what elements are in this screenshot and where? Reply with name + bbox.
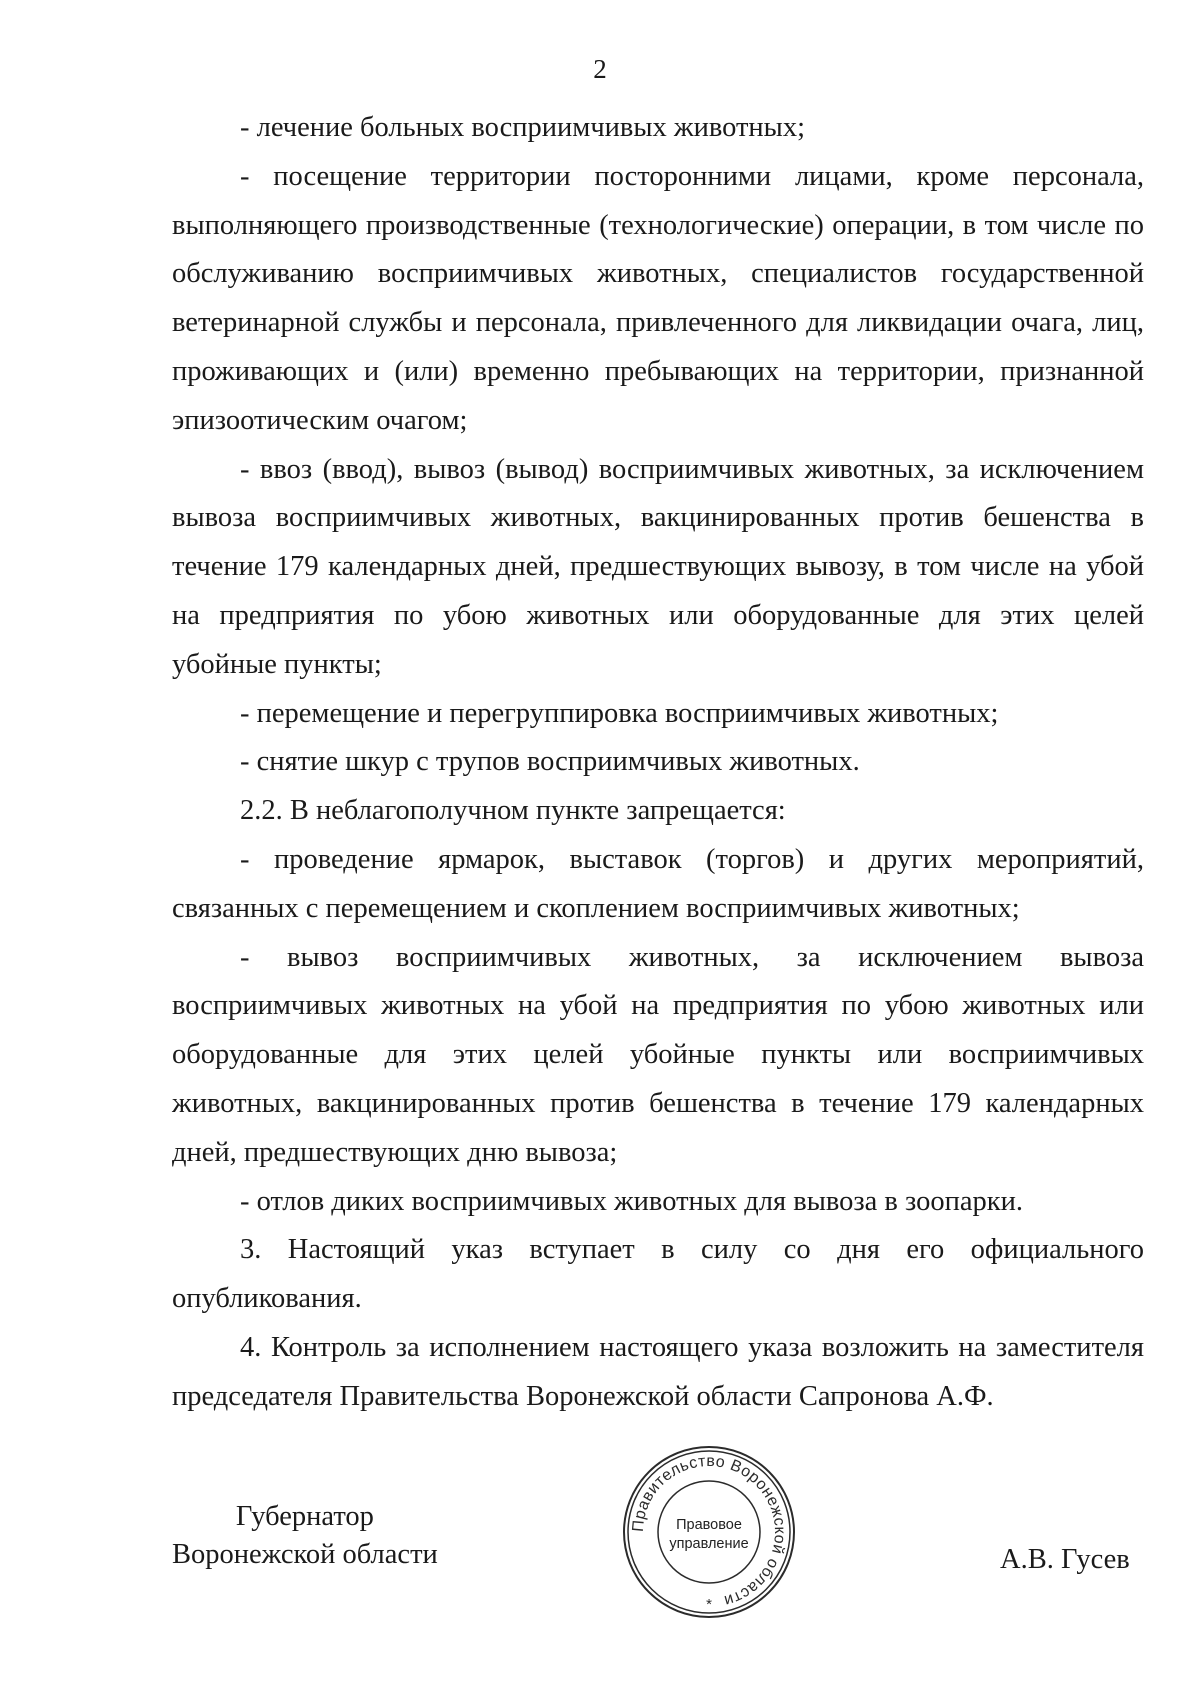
section-2-2-heading: 2.2. В неблагополучном пункте запрещается: [240, 795, 786, 827]
decree-body [172, 104, 1144, 1422]
stamp-star-mark: * [706, 1596, 712, 1613]
stamp-center-line1: Правовое [676, 1517, 742, 1533]
stamp-ring-text: Правительство Воронежской области [629, 1452, 789, 1610]
paragraph-import-export: - ввоз (ввод), вывоз (вывод) восприимчивых животных, за исключением вывоза восприимчивых животных, вакцинированных против бешенства в течение 179 календарных дней, предшествующих вывозу, в том числе на убой на предприятия по убою животных или оборудованные для этих целей убойные пункты; [172, 453, 1144, 680]
clause-3: 3. Настоящий указ вступает в силу со дня его официального опубликования. [172, 1234, 1144, 1315]
official-stamp [620, 1443, 798, 1621]
paragraph-regrouping: - перемещение и перегруппировка восприимчивых животных; [240, 697, 999, 729]
paragraph-fairs: - проведение ярмарок, выставок (торгов) и других мероприятий, связанных с перемещением и скоплением восприимчивых животных; [172, 843, 1144, 924]
page-number: 2 [593, 54, 607, 84]
position-region: Воронежской области [172, 1539, 438, 1570]
paragraph-skinning: - снятие шкур с трупов восприимчивых животных. [240, 746, 860, 778]
signatory-name: А.В. Гусев [1000, 1544, 1130, 1575]
paragraph-treatment: - лечение больных восприимчивых животных; [240, 112, 805, 143]
signatory-position [172, 1498, 438, 1574]
paragraph-visits: - посещение территории посторонними лицами, кроме персонала, выполняющего производственные (технологические) операции, в том числе по обслуживанию восприимчивых животных, специалистов государственной ветеринарной службы и персонала, привлеченного для ликвидации очага, лиц, проживающих и (или) временно пребывающих на территории, признанной эпизоотическим очагом; [172, 160, 1144, 436]
paragraph-removal: - вывоз восприимчивых животных, за исключением вывоза восприимчивых животных на убой на предприятия по убою животных или оборудованные для этих целей убойные пункты или восприимчивых животных, вакцинированных против бешенства в течение 179 календарных дней, предшествующих дню вывоза; [172, 941, 1144, 1168]
position-title: Губернатор [235, 1501, 374, 1532]
stamp-center-line2: управление [669, 1536, 749, 1552]
clause-4: 4. Контроль за исполнением настоящего указа возложить на заместителя председателя Правительства Воронежской области Сапронова А.Ф. [172, 1331, 1144, 1412]
paragraph-capture: - отлов диких восприимчивых животных для вывоза в зоопарки. [240, 1185, 1023, 1217]
